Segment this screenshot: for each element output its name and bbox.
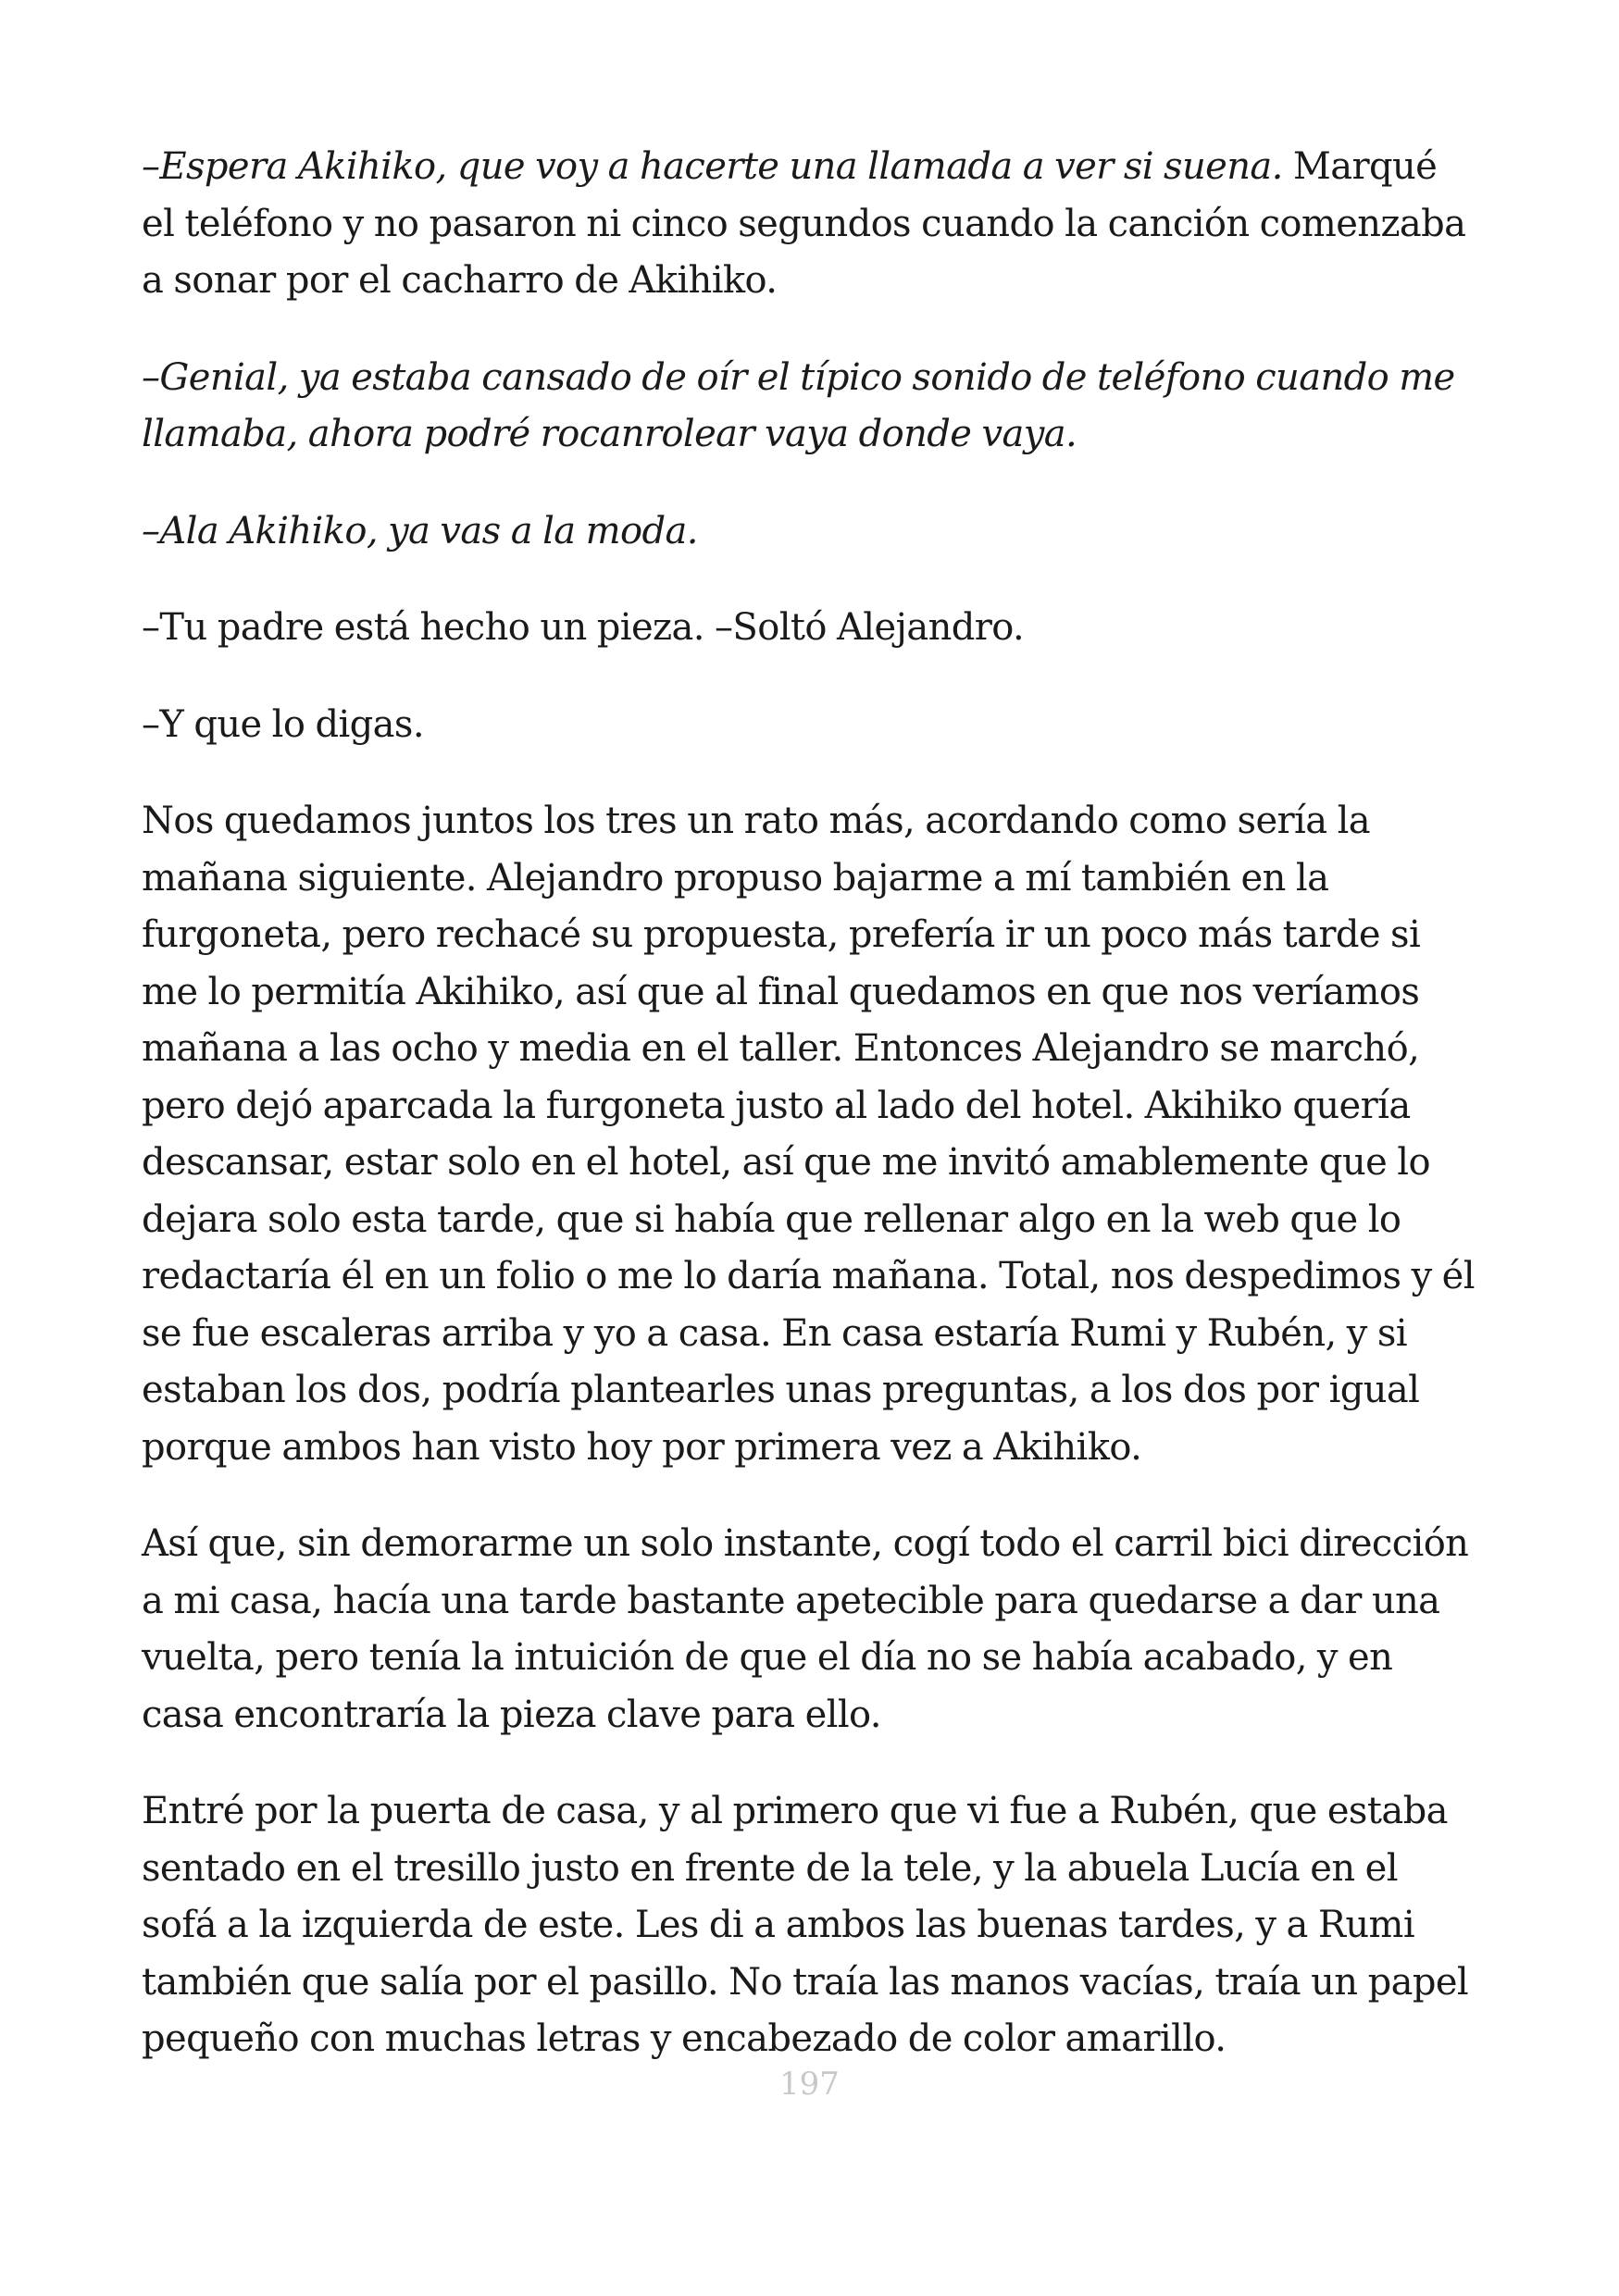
paragraph-1-text: Marqué el teléfono y no pasaron ni cinco segundos cuando la canción comenzaba a sonar por el cacharro de Akihiko. (142, 145, 1466, 302)
page-body (142, 139, 1475, 2108)
paragraph-4 (142, 600, 1475, 657)
paragraph-5 (142, 697, 1475, 754)
paragraph-3-italic: –Ala Akihiko, ya vas a la moda. (142, 509, 698, 552)
paragraph-6-text: Nos quedamos juntos los tres un rato más, acordando como sería la mañana siguiente. Alejandro propuso bajarme a mí también en la furgoneta, pero rechacé su propuesta, prefería ir un poco más tarde si me lo permitía Akihiko, así que al final quedamos en que nos veríamos mañana a las ocho y media en el taller. Entonces Alejandro se marchó, pero dejó aparcada la furgoneta justo al lado del hotel. Akihiko quería descansar, estar solo en el hotel, así que me invitó amablemente que lo dejara solo esta tarde, que si había que rellenar algo en la web que lo redactaría él en un folio o me lo daría mañana. Total, nos despedimos y él se fue escaleras arriba y yo a casa. En casa estaría Rumi y Rubén, y si estaban los dos, podría plantearles unas preguntas, a los dos por igual porque ambos han visto hoy por primera vez a Akihiko. (142, 800, 1475, 1469)
paragraph-8-text: Entré por la puerta de casa, y al primero que vi fue a Rubén, que estaba sentado en el tresillo justo en frente de la tele, y la abuela Lucía en el sofá a la izquierda de este. Les di a ambos las buenas tardes, y a Rumi también que salía por el pasillo. No traía las manos vacías, traía un papel pequeño con muchas letras y encabezado de color amarillo. (142, 1790, 1469, 2060)
paragraph-2 (142, 350, 1475, 464)
paragraph-2-italic: –Genial, ya estaba cansado de oír el típico sonido de teléfono cuando me llamaba, ahora podré rocanrolear vaya donde vaya. (142, 355, 1455, 455)
page-number: 197 (779, 2066, 840, 2103)
paragraph-1 (142, 139, 1475, 310)
paragraph-5-text: –Y que lo digas. (142, 702, 424, 746)
paragraph-7-text: Así que, sin demorarme un solo instante, cogí todo el carril bici dirección a mi casa, hacía una tarde bastante apetecible para quedarse a dar una vuelta, pero tenía la intuición de que el día no se había acabado, y en casa encontraría la pieza clave para ello. (142, 1522, 1469, 1736)
paragraph-6 (142, 793, 1475, 1476)
paragraph-3 (142, 503, 1475, 561)
paragraph-1-italic: –Espera Akihiko, que voy a hacerte una llamada a ver si suena. (142, 145, 1283, 188)
paragraph-8 (142, 1783, 1475, 2068)
paragraph-4-text: –Tu padre está hecho un pieza. –Soltó Alejandro. (142, 606, 1025, 649)
paragraph-7 (142, 1516, 1475, 1744)
